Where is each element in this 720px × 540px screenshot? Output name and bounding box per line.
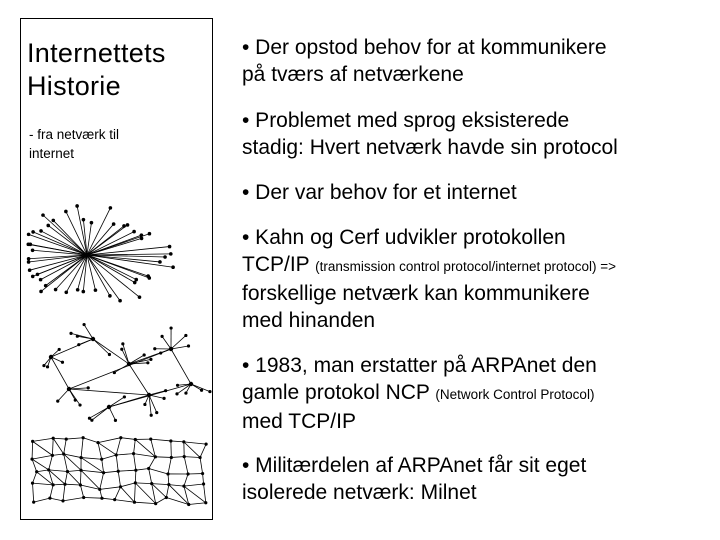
network-link (149, 395, 164, 398)
network-node (140, 237, 144, 241)
network-link (81, 438, 83, 458)
network-link (30, 255, 87, 270)
bullet-2-line-2: stadig: Hvert netværk havde sin protocol (242, 136, 618, 159)
network-link (80, 470, 81, 485)
network-link (121, 487, 135, 502)
bullet-item-2 (242, 107, 618, 161)
network-node (61, 361, 64, 364)
network-node (120, 348, 123, 351)
network-node (159, 351, 162, 354)
network-link (48, 225, 87, 255)
network-link (168, 474, 169, 485)
network-link (32, 459, 49, 470)
network-node (148, 232, 152, 236)
network-link (92, 407, 109, 420)
network-node (175, 392, 178, 395)
network-link (204, 484, 206, 503)
network-node (119, 436, 122, 439)
network-node (58, 348, 61, 351)
network-node (182, 440, 185, 443)
title-line-1: Internettets (27, 38, 166, 68)
network-node (41, 213, 45, 217)
network-node (64, 290, 68, 294)
network-node (204, 501, 207, 504)
network-node (52, 437, 55, 440)
network-node (160, 335, 163, 338)
network-node (52, 483, 55, 486)
slide-subtitle (29, 125, 209, 163)
bullet-5-line-3: med TCP/IP (242, 410, 356, 433)
network-link (33, 483, 34, 502)
network-link (115, 500, 135, 503)
bullet-5-line-2-main: gamle protokol NCP (242, 381, 430, 404)
network-node (51, 454, 54, 457)
network-link (149, 468, 168, 473)
network-node (138, 295, 142, 299)
bullet-item-6 (242, 452, 586, 506)
network-node (189, 382, 193, 386)
bullet-4-line-4: med hinanden (242, 309, 376, 332)
network-node (78, 403, 81, 406)
network-link (184, 457, 188, 474)
network-link (135, 470, 136, 483)
network-node (186, 472, 189, 475)
network-link (33, 441, 53, 455)
network-link (184, 484, 204, 486)
network-node (133, 501, 136, 504)
decentralized-network-diagram (42, 323, 211, 422)
network-link (32, 441, 33, 459)
network-node (46, 224, 50, 228)
network-node (67, 387, 71, 391)
network-node (90, 221, 94, 225)
network-node (75, 204, 79, 208)
network-link (171, 457, 184, 458)
bullet-item-5 (242, 352, 597, 435)
network-node (27, 257, 31, 261)
network-node (170, 456, 173, 459)
network-link (156, 498, 167, 504)
network-node (114, 419, 117, 422)
network-link (93, 339, 109, 354)
network-link (32, 455, 52, 459)
network-link (184, 442, 206, 444)
network-node (183, 455, 186, 458)
network-node (126, 223, 130, 227)
network-link (33, 232, 87, 255)
network-node (65, 437, 68, 440)
network-link (87, 255, 149, 278)
network-node (134, 481, 137, 484)
network-node (113, 498, 116, 501)
network-node (42, 364, 45, 367)
network-node (26, 243, 30, 247)
network-node (49, 355, 53, 359)
network-link (80, 485, 83, 498)
network-node (76, 335, 79, 338)
network-link (53, 438, 66, 439)
network-link (83, 220, 87, 255)
bullet-1-line-1: • Der opstod behov for at kommunikere (242, 36, 607, 59)
network-link (65, 484, 80, 485)
network-node (88, 417, 91, 420)
bullet-4-line-1: • Kahn og Cerf udvikler protokollen (242, 226, 566, 249)
network-node (134, 469, 137, 472)
network-node (109, 206, 113, 210)
network-node (113, 371, 116, 374)
network-link (63, 498, 84, 501)
network-link (89, 407, 109, 418)
network-link (84, 498, 102, 499)
network-node (82, 290, 86, 294)
network-link (41, 255, 87, 291)
network-node (147, 276, 151, 280)
network-node (76, 288, 80, 292)
network-link (134, 454, 136, 471)
network-node (31, 248, 35, 252)
network-link (135, 483, 155, 504)
network-node (204, 443, 207, 446)
network-link (151, 439, 156, 457)
network-link (65, 471, 67, 484)
network-node (112, 222, 116, 226)
network-node (169, 252, 173, 256)
network-node (176, 384, 179, 387)
network-link (135, 483, 151, 484)
bullet-6-line-2: isolerede netværk: Milnet (242, 481, 477, 504)
network-link (149, 457, 156, 469)
subtitle-line-1: - fra netværk til (29, 127, 120, 142)
network-link (200, 444, 206, 457)
network-node (140, 233, 144, 237)
network-link (52, 454, 63, 455)
network-link (67, 470, 81, 471)
subtitle-line-2: internet (29, 146, 75, 161)
network-link (33, 472, 37, 483)
network-link (184, 474, 188, 486)
network-link (87, 232, 134, 255)
network-node (201, 472, 204, 475)
network-link (53, 438, 63, 454)
network-node (187, 344, 190, 347)
network-node (166, 472, 169, 475)
network-node (87, 386, 90, 389)
network-link (171, 441, 184, 442)
network-link (134, 502, 155, 503)
network-node (46, 365, 49, 368)
bullet-1-line-2: på tværs af netværkene (242, 63, 464, 86)
network-node (30, 458, 33, 461)
network-node (132, 230, 136, 234)
network-node (82, 218, 86, 222)
network-node (121, 342, 124, 345)
network-node (169, 347, 173, 351)
network-link (66, 438, 83, 439)
bullet-5-line-2-small: (Network Control Protocol) (435, 387, 595, 402)
network-link (184, 442, 200, 458)
network-node (133, 281, 137, 285)
network-node (163, 255, 167, 259)
network-link (81, 470, 100, 489)
network-link (134, 439, 136, 453)
network-node (79, 469, 82, 472)
network-link (34, 498, 50, 502)
network-node (155, 411, 158, 414)
network-link (121, 438, 135, 440)
network-node (47, 468, 50, 471)
network-link (49, 455, 53, 469)
network-link (166, 485, 169, 498)
network-link (171, 349, 191, 384)
bullet-4-line-2-main: TCP/IP (242, 253, 310, 276)
network-node (143, 353, 146, 356)
network-link (134, 483, 135, 502)
network-link (58, 389, 69, 401)
network-node (115, 453, 118, 456)
network-node (208, 390, 211, 393)
network-link (49, 470, 68, 472)
network-link (129, 364, 149, 395)
network-link (64, 454, 81, 458)
network-node (108, 353, 111, 356)
network-link (184, 486, 206, 503)
bullet-item-4 (242, 224, 616, 334)
network-node (200, 389, 203, 392)
network-link (50, 498, 63, 501)
network-node (91, 337, 95, 341)
network-node (147, 467, 150, 470)
network-node (202, 482, 205, 485)
network-node (79, 483, 82, 486)
network-link (100, 473, 104, 490)
bullet-2-line-1: • Problemet med sprog eksisterede (242, 109, 570, 132)
network-node (198, 456, 201, 459)
network-node (100, 458, 103, 461)
network-node (31, 482, 34, 485)
network-link (116, 454, 133, 455)
network-node (61, 499, 64, 502)
network-node (69, 332, 72, 335)
network-link (200, 457, 203, 473)
network-node (147, 393, 151, 397)
network-node (146, 361, 149, 364)
network-node (39, 278, 43, 282)
network-node (27, 233, 31, 237)
network-link (83, 438, 98, 443)
network-node (168, 245, 172, 249)
network-node (96, 441, 99, 444)
network-node (31, 230, 35, 234)
network-link (114, 364, 129, 373)
network-node (94, 288, 98, 292)
network-node (132, 452, 135, 455)
network-node (134, 438, 137, 441)
network-link (136, 468, 149, 470)
network-link (121, 483, 136, 487)
network-node (127, 362, 131, 366)
title-line-2: Historie (27, 71, 121, 101)
bullet-5-line-1: • 1983, man erstatter på ARPAnet den (242, 354, 597, 377)
network-link (102, 459, 104, 472)
network-link (168, 457, 171, 474)
network-link (189, 503, 206, 505)
network-link (109, 397, 124, 407)
network-node (66, 470, 69, 473)
network-link (116, 438, 121, 455)
network-link (104, 471, 119, 473)
centralized-network-diagram (26, 204, 174, 302)
network-link (102, 498, 115, 499)
network-node (108, 294, 112, 298)
network-link (115, 487, 121, 500)
network-node (31, 440, 34, 443)
network-node (158, 260, 162, 264)
bullet-6-line-1: • Militærdelen af ARPAnet får sit eget (242, 454, 587, 477)
network-link (52, 438, 53, 455)
network-node (154, 455, 157, 458)
network-node (184, 334, 187, 337)
network-link (155, 457, 171, 458)
bullet-4-line-3: forskellige netværk kan kommunikere (242, 282, 590, 305)
network-node (154, 502, 157, 505)
network-node (31, 275, 35, 279)
network-node (150, 482, 153, 485)
network-node (62, 452, 65, 455)
network-node (98, 488, 101, 491)
network-node (169, 326, 172, 329)
bullet-3-line-1: • Der var behov for et internet (242, 181, 517, 204)
network-node (82, 436, 85, 439)
network-link (51, 357, 69, 389)
network-node (100, 497, 103, 500)
network-link (102, 455, 117, 459)
network-link (79, 339, 93, 345)
network-link (67, 471, 80, 484)
network-node (82, 496, 85, 499)
network-link (37, 470, 49, 472)
network-link (33, 483, 54, 485)
network-link (118, 470, 136, 471)
network-node (167, 483, 170, 486)
network-link (100, 487, 121, 490)
network-node (165, 496, 168, 499)
network-link (50, 485, 53, 498)
network-node (27, 260, 31, 264)
network-link (109, 407, 115, 420)
network-node (143, 403, 146, 406)
network-node (107, 405, 111, 409)
network-node (187, 503, 190, 506)
network-link (63, 484, 65, 501)
network-link (33, 438, 54, 441)
network-link (37, 472, 53, 485)
bullet-item-3 (242, 179, 517, 206)
slide-title (27, 37, 213, 103)
network-link (53, 484, 65, 485)
network-node (149, 358, 152, 361)
network-node (162, 397, 165, 400)
network-link (149, 391, 166, 395)
network-node (149, 438, 152, 441)
network-link (152, 484, 169, 485)
network-link (98, 438, 121, 443)
network-link (162, 336, 171, 349)
bullet-4-line-2-small: (transmission control protocol/internet protocol) => (315, 259, 617, 274)
network-node (117, 470, 120, 473)
network-node (171, 265, 175, 269)
bullet-item-1 (242, 34, 607, 88)
network-node (56, 400, 59, 403)
network-link (149, 468, 152, 483)
network-node (184, 391, 187, 394)
network-node (35, 470, 38, 473)
network-link (169, 485, 184, 486)
network-link (116, 455, 118, 471)
network-node (48, 497, 51, 500)
network-node (102, 471, 105, 474)
network-node (64, 210, 68, 214)
network-node (153, 347, 156, 350)
left-panel (20, 18, 213, 520)
network-link (87, 225, 128, 255)
network-link (80, 485, 99, 489)
network-node (119, 485, 122, 488)
network-node (39, 229, 43, 233)
network-node (123, 395, 126, 398)
distributed-network-diagram (30, 436, 207, 506)
network-node (169, 439, 172, 442)
network-link (184, 457, 200, 458)
network-node (79, 456, 82, 459)
network-node (182, 485, 185, 488)
network-node (118, 299, 122, 303)
network-node (164, 389, 167, 392)
network-node (82, 323, 85, 326)
network-link (81, 458, 102, 460)
network-diagrams (21, 199, 213, 519)
network-node (51, 219, 55, 223)
network-node (77, 343, 80, 346)
network-link (69, 389, 149, 395)
network-link (151, 439, 171, 441)
network-link (64, 439, 67, 454)
network-node (74, 399, 77, 402)
network-node (39, 290, 43, 294)
network-link (118, 471, 120, 487)
network-node (32, 501, 35, 504)
network-node (54, 288, 58, 292)
network-node (28, 268, 32, 272)
network-node (150, 414, 153, 417)
network-node (63, 483, 66, 486)
